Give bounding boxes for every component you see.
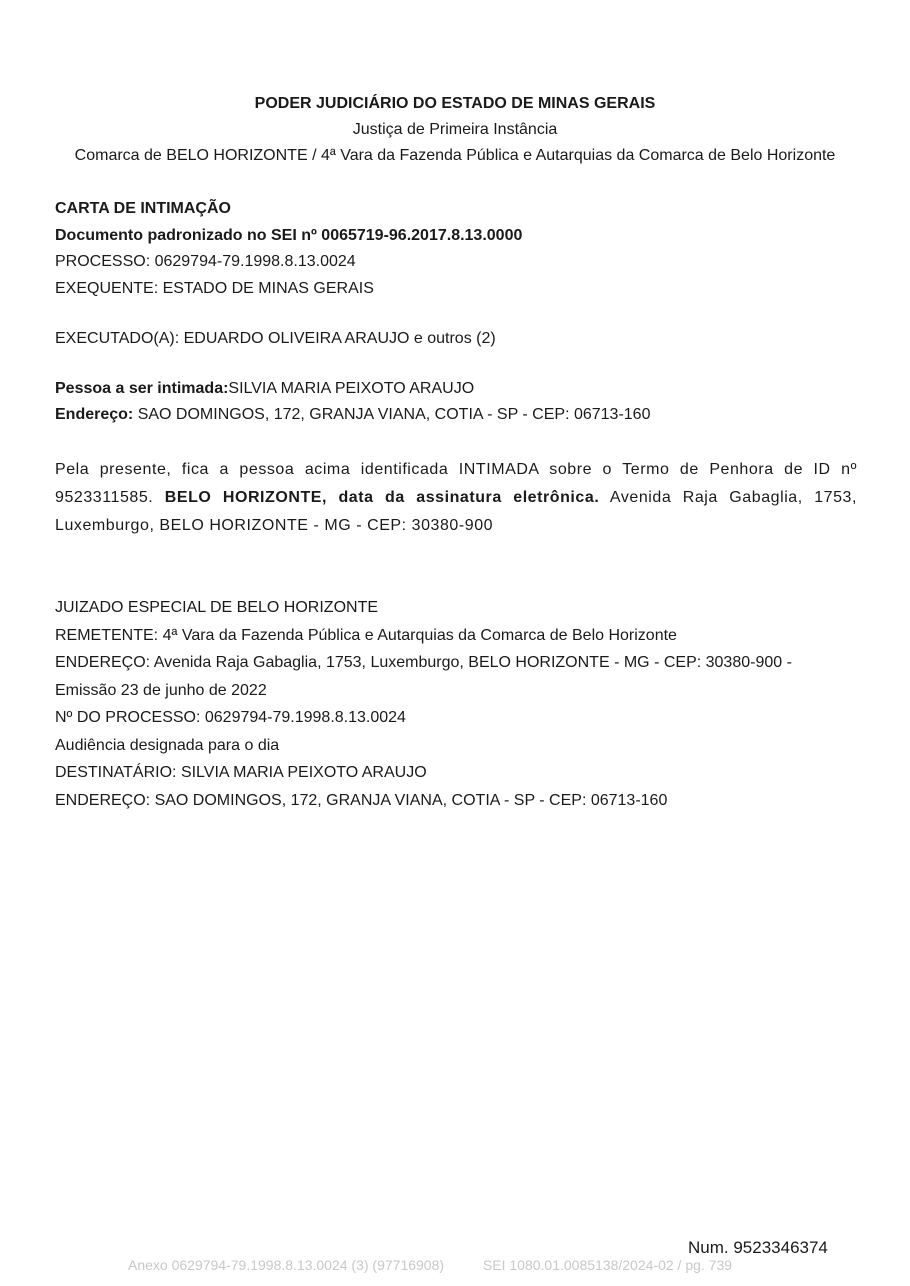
intimacao-bold: BELO HORIZONTE, data da assinatura eletrônica. <box>164 489 600 506</box>
emissao-line: Emissão 23 de junho de 2022 <box>55 681 267 699</box>
audiencia-line: Audiência designada para o dia <box>55 736 280 754</box>
juizado-title: JUIZADO ESPECIAL DE BELO HORIZONTE <box>55 599 379 616</box>
pessoa-value: SILVIA MARIA PEIXOTO ARAUJO <box>228 380 475 397</box>
pessoa-label: Pessoa a ser intimada: <box>55 380 229 397</box>
numero-processo: Nº DO PROCESSO: 0629794-79.1998.8.13.0024 <box>55 709 406 726</box>
pessoa-section <box>55 376 857 428</box>
intimacao-paragraph <box>55 456 857 540</box>
carta-title: CARTA DE INTIMAÇÃO <box>55 200 231 217</box>
remetente-line: REMETENTE: 4ª Vara da Fazenda Pública e Autarquias da Comarca de Belo Horizonte <box>55 626 677 644</box>
endereco-line <box>55 402 857 428</box>
executado-line: EXECUTADO(A): EDUARDO OLIVEIRA ARAUJO e outros (2) <box>55 330 496 347</box>
carta-section <box>55 196 857 302</box>
destinatario-endereco: ENDEREÇO: SAO DOMINGOS, 172, GRANJA VIANA, COTIA - SP - CEP: 06713-160 <box>55 791 668 809</box>
remetente-endereco: ENDEREÇO: Avenida Raja Gabaglia, 1753, Luxemburgo, BELO HORIZONTE - MG - CEP: 30380-900 - <box>55 654 792 671</box>
exequente-line: EXEQUENTE: ESTADO DE MINAS GERAIS <box>55 279 374 297</box>
documento-sei: Documento padronizado no SEI nº 0065719-96.2017.8.13.0000 <box>55 226 523 244</box>
destinatario-line: DESTINATÁRIO: SILVIA MARIA PEIXOTO ARAUJO <box>55 764 427 781</box>
annex-footer: Anexo 0629794-79.1998.8.13.0024 (3) (97716908) SEI 1080.01.0085138/2024-02 / pg. 739 <box>128 1257 733 1273</box>
intimacao-address: Avenida Raja Gabaglia, 1753, Luxemburgo, BELO HORIZONTE - MG - CEP: 30380-900 <box>55 489 857 534</box>
court-title: PODER JUDICIÁRIO DO ESTADO DE MINAS GERAIS <box>254 95 656 112</box>
endereco-value: SAO DOMINGOS, 172, GRANJA VIANA, COTIA - SP - CEP: 06713-160 <box>133 406 651 423</box>
processo-line: PROCESSO: 0629794-79.1998.8.13.0024 <box>55 253 356 270</box>
juizado-section <box>55 594 857 814</box>
document-number: Num. 9523346374 <box>688 1238 828 1257</box>
pessoa-line <box>55 376 857 402</box>
intimacao-text: Pela presente, fica a pessoa acima identificada INTIMADA sobre o Termo de Penhora de ID nº 9523311585. <box>55 461 857 506</box>
endereco-label: Endereço: <box>55 406 134 423</box>
executado-section <box>55 326 857 352</box>
comarca-line: Comarca de BELO HORIZONTE / 4ª Vara da Fazenda Pública e Autarquias da Comarca de Belo Horizonte <box>74 147 836 164</box>
document-header <box>55 91 855 169</box>
court-subtitle: Justiça de Primeira Instância <box>352 121 558 138</box>
